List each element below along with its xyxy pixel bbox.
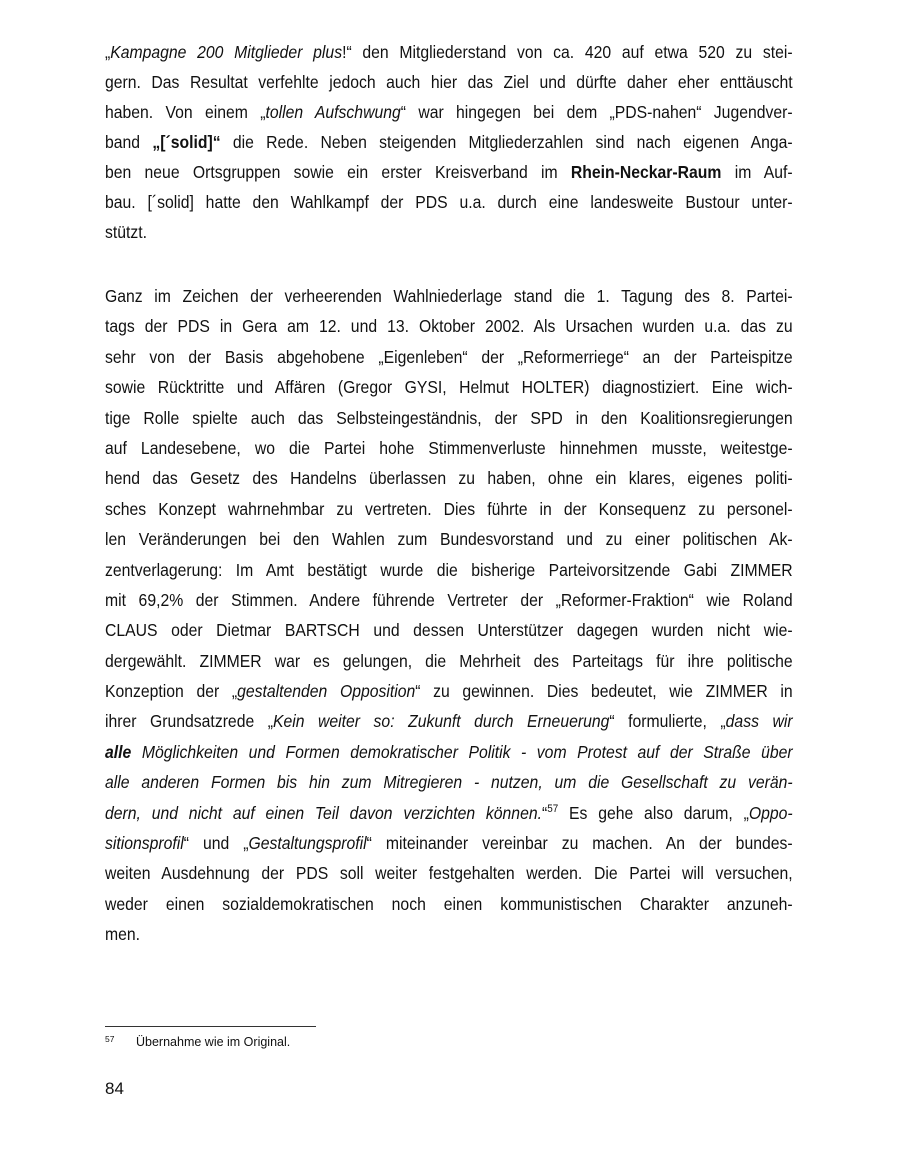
text-segment: auf Landesebene, wo die Partei hohe Stimmenverluste hinnehmen musste, weitestge- [105, 437, 793, 458]
text-segment: weder einen sozialdemokratischen noch einen kommunistischen Charakter anzuneh- [105, 893, 793, 914]
text-segment: “ miteinander vereinbar zu machen. An der bundes- [366, 833, 793, 854]
text-segment: weiten Ausdehnung der PDS soll weiter festgehalten werden. Die Partei will versuchen, [105, 863, 793, 884]
text-segment: tags der PDS in Gera am 12. und 13. Oktober 2002. Als Ursachen wurden u.a. das zu [105, 316, 793, 337]
text-line [105, 403, 793, 433]
footnote-number: 57 [105, 1034, 115, 1044]
text-line [105, 767, 793, 797]
text-line [105, 217, 793, 247]
text-line [105, 433, 793, 463]
text-line [105, 311, 793, 341]
text-segment: Es gehe also darum, „ [558, 802, 749, 823]
page-number: 84 [105, 1079, 124, 1098]
text-segment: stützt. [105, 222, 148, 242]
text-segment: ihrer Grundsatzrede „ [105, 711, 273, 732]
text-line [105, 798, 793, 828]
text-segment: sehr von der Basis abgehobene „Eigenleben“ der „Reformerriege“ an der Parteispitze [105, 346, 793, 367]
text-line [105, 555, 793, 585]
text-segment: hend das Gesetz des Handelns überlassen zu haben, ohne ein klares, eigenes politi- [105, 468, 793, 489]
text-segment: “ zu gewinnen. Dies bedeutet, wie ZIMMER in [415, 681, 793, 702]
text-segment: ben neue Ortsgruppen sowie ein erster Kreisverband im [105, 162, 571, 182]
text-line [105, 524, 793, 554]
text-segment: sitionsprofil [105, 833, 184, 854]
text-segment: alle anderen Formen bis hin zum Mitregieren - nutzen, um die Gesellschaft zu verän- [105, 772, 793, 793]
text-segment: dern, und nicht auf einen Teil davon verzichten können. [105, 802, 542, 823]
text-line [105, 342, 793, 372]
text-line [105, 187, 793, 217]
text-line [105, 828, 793, 858]
text-line [105, 127, 793, 157]
text-segment: “ und „ [183, 833, 249, 854]
text-segment: Ganz im Zeichen der verheerenden Wahlniederlage stand die 1. Tagung des 8. Partei- [105, 286, 793, 306]
text-segment: !“ den Mitgliederstand von ca. 420 auf etwa 520 zu stei- [342, 42, 793, 62]
text-line [105, 889, 793, 919]
footnote-separator [105, 1026, 316, 1027]
text-segment: tige Rolle spielte auch das Selbsteingeständnis, der SPD in den Koalitionsregierungen [105, 407, 793, 428]
text-segment: bau. [´solid] hatte den Wahlkampf der PDS u.a. durch eine landesweite Bustour unter- [105, 192, 793, 212]
text-line [105, 281, 793, 311]
text-segment: “ war hingegen bei dem „PDS-nahen“ Jugendver- [400, 102, 793, 122]
text-line [105, 97, 793, 127]
text-segment: „ [105, 42, 111, 62]
text-line [105, 372, 793, 402]
text-segment: men. [105, 924, 141, 945]
text-segment: Kampagne 200 Mitglieder plus [110, 42, 343, 62]
text-segment: Möglichkeiten und Formen demokratischer Politik - vom Protest auf der Straße über [131, 741, 793, 762]
text-segment: band [105, 132, 153, 152]
text-segment: gestaltenden Opposition [237, 681, 416, 702]
text-line [105, 615, 793, 645]
text-segment: Rhein-Neckar-Raum [570, 162, 722, 182]
text-line [105, 157, 793, 187]
text-segment: mit 69,2% der Stimmen. Andere führende Vertreter der „Reformer-Fraktion“ wie Roland [105, 589, 793, 610]
text-line [105, 37, 793, 67]
text-segment: dergewählt. ZIMMER war es gelungen, die Mehrheit des Parteitags für ihre politische [105, 650, 793, 671]
footnote-reference: 57 [547, 802, 559, 815]
text-segment: CLAUS oder Dietmar BARTSCH und dessen Unterstützer dagegen wurden nicht wie- [105, 620, 793, 641]
paragraph-2 [105, 281, 793, 950]
text-segment: haben. Von einem „ [105, 102, 266, 122]
text-line [105, 706, 793, 736]
text-segment: sches Konzept wahrnehmbar zu vertreten. Dies führte in der Konsequenz zu personel- [105, 498, 793, 519]
text-segment: “ formulierte, „ [609, 711, 726, 732]
text-segment: „[´solid]“ [152, 132, 221, 152]
text-segment: len Veränderungen bei den Wahlen zum Bundesvorstand und zu einer politischen Ak- [105, 529, 793, 550]
text-segment: Gestaltungsprofil [248, 833, 367, 854]
text-line [105, 737, 793, 767]
text-segment: Oppo- [748, 802, 793, 823]
text-segment: zentverlagerung: Im Amt bestätigt wurde die bisherige Parteivorsitzende Gabi ZIMMER [105, 559, 793, 580]
text-line [105, 646, 793, 676]
text-segment: alle [105, 741, 132, 762]
text-line [105, 463, 793, 493]
text-line [105, 676, 793, 706]
text-segment: Kein weiter so: Zukunft durch Erneuerung [272, 711, 610, 732]
text-segment: gern. Das Resultat verfehlte jedoch auch hier das Ziel und dürfte daher eher enttäuscht [105, 72, 793, 92]
text-line [105, 585, 793, 615]
text-segment: im Auf- [721, 162, 793, 182]
text-line [105, 858, 793, 888]
text-segment: Konzeption der „ [105, 681, 238, 702]
paragraph-1 [105, 37, 793, 247]
text-line [105, 494, 793, 524]
text-line [105, 919, 793, 949]
text-line [105, 67, 793, 97]
text-segment: “ [541, 802, 548, 823]
text-segment: die Rede. Neben steigenden Mitgliederzahlen sind nach eigenen Anga- [220, 132, 793, 152]
footnote-text: Übernahme wie im Original. [136, 1035, 291, 1049]
text-segment: sowie Rücktritte und Affären (Gregor GYSI, Helmut HOLTER) diagnostiziert. Eine wich- [105, 377, 793, 398]
text-segment: tollen Aufschwung [265, 102, 401, 122]
text-segment: dass wir [725, 711, 793, 732]
